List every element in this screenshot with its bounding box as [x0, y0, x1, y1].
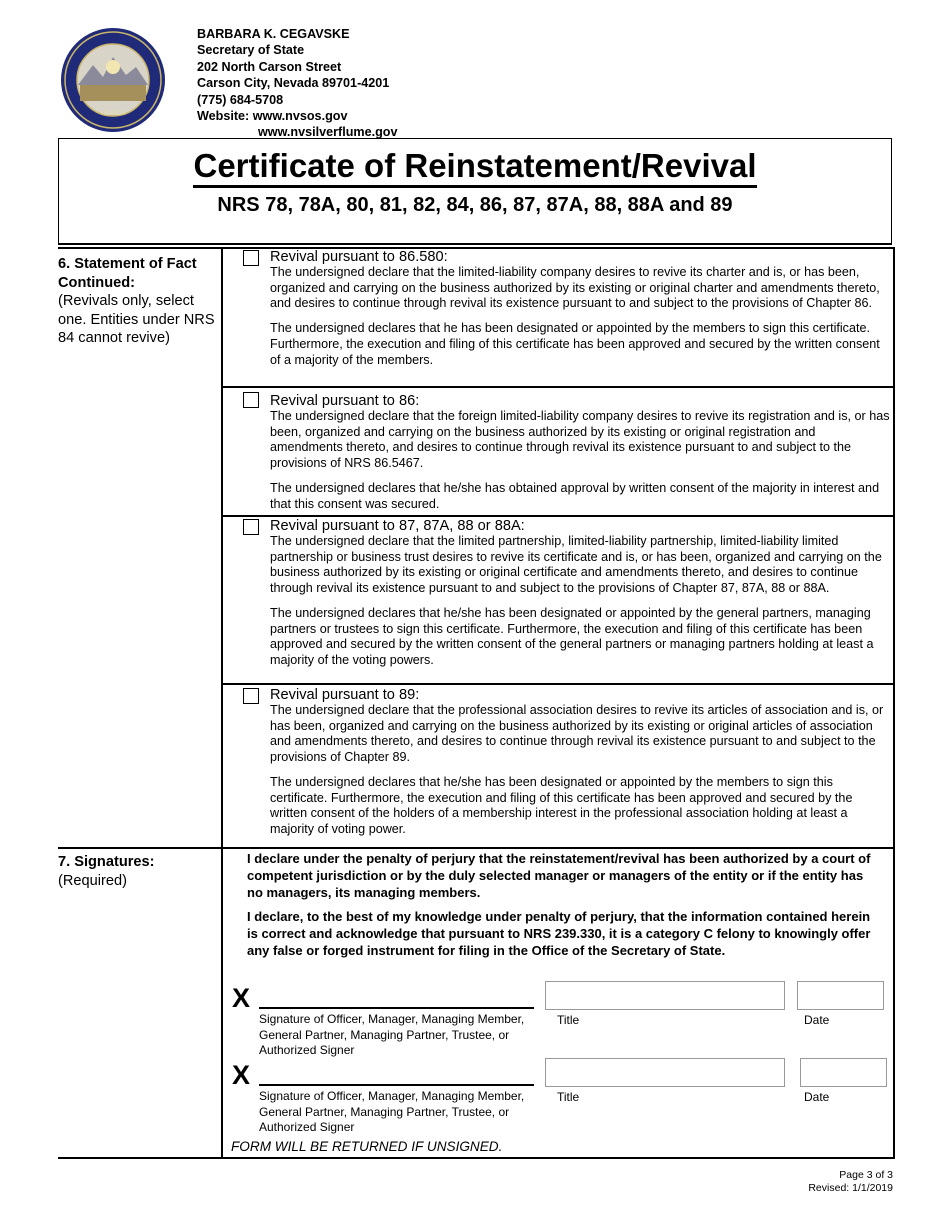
form-title-box: [58, 138, 892, 245]
title-label: Title: [557, 1013, 580, 1027]
signature-caption: Signature of Officer, Manager, Managing Member, General Partner, Managing Partner, Trustee, or Authorized Signer: [259, 1089, 525, 1135]
revival-89-option: [270, 688, 890, 838]
revival-89-checkbox[interactable]: [243, 688, 259, 704]
revival-86-580-checkbox[interactable]: [243, 250, 259, 266]
option-paragraph: The undersigned declare that the professional association desires to revive its articles of association and is, or has been, organized and carrying on the business authorized by its existing or original articles of association and amendments thereto, and desires to continue through revival its existence pursuant to and subject to the provisions of Chapter 89.: [270, 703, 884, 765]
option-paragraph: The undersigned declare that the limited-liability company desires to revive its charter and is, or has been, organized and carrying on the business authorized by its existing or original charter and amendments thereto, and desires to continue through revival its existence pursuant to and subject to the provisions of Chapter 86.: [270, 265, 880, 311]
option-divider-2: [221, 515, 894, 517]
title-field-2[interactable]: [545, 1058, 785, 1087]
revival-87-88-checkbox[interactable]: [243, 519, 259, 535]
option-paragraph: The undersigned declare that the foreign limited-liability company desires to revive its registration and is, or has been, organized and carrying on the business authorized by its existing or original registration and amendments thereto, and desires to continue through revival its existence pursuant to and subject to the provisions of NRS 86.5467.: [270, 409, 890, 471]
right-border: [893, 247, 895, 1159]
option-heading: Revival pursuant to 87, 87A, 88 or 88A:: [270, 518, 525, 534]
svg-text:NEVADA: NEVADA: [100, 111, 126, 117]
website-secondary: www.nvsilverflume.gov: [258, 125, 398, 140]
perjury-declaration-authorization: I declare under the penalty of perjury that the reinstatement/revival has been authorized by a court of competent jurisdiction or by the duly selected manager or managers of the entity or if the entity has no managers, its managing members.: [247, 851, 871, 900]
revival-86-checkbox[interactable]: [243, 392, 259, 408]
section6-note: (Revivals only, select one. Entities under NRS 84 cannot revive): [58, 293, 215, 347]
street-address: 202 North Carson Street: [197, 59, 342, 74]
title-label: Title: [557, 1090, 580, 1104]
date-field-1[interactable]: [797, 981, 884, 1010]
secretary-office: Secretary of State: [197, 43, 305, 58]
section7-top-border: [58, 847, 894, 849]
secretary-contact-block: [197, 26, 398, 141]
option-paragraph: The undersigned declare that the limited partnership, limited-liability partnership, limited-liability limited partnership or business trust desires to revive its certificate and is, or has been, organized and carrying on the business authorized by its existing or original certificate and amendments thereto, and desires to continue through revival its existence pursuant to and subject to the provisions of Chapter 87, 87A, 88 or 88A.: [270, 534, 882, 596]
option-heading: Revival pursuant to 86:: [270, 393, 420, 409]
unsigned-warning: FORM WILL BE RETURNED IF UNSIGNED.: [231, 1139, 503, 1154]
revival-87-88-option: [270, 519, 890, 669]
option-paragraph: The undersigned declares that he/she has obtained approval by written consent of the majority in interest and that this consent was secured.: [270, 480, 880, 511]
city-address: Carson City, Nevada 89701-4201: [197, 76, 390, 91]
option-heading: Revival pursuant to 89:: [270, 687, 420, 703]
date-label: Date: [804, 1090, 830, 1104]
title-field-1[interactable]: [545, 981, 785, 1010]
option-paragraph: The undersigned declares that he/she has been designated or appointed by the members to sign this certificate. Furthermore, the execution and filing of this certificate has been approved and secured by the written consent of the holders of a membership interest in the professional association holding at least a majority of voting power.: [270, 774, 853, 836]
page-number: Page 3 of 3: [839, 1169, 893, 1181]
signature-x-mark: X: [232, 983, 251, 1013]
revival-86-option: [270, 394, 890, 512]
option-paragraph: The undersigned declares that he/she has been designated or appointed by the general partners, managing partners or trustees to sign this certificate. Furthermore, the execution and filing of this certificate has been approved and secured by the written consent of the general partners or managing partners holding at least a majority of the voting powers.: [270, 605, 874, 667]
option-heading: Revival pursuant to 86.580:: [270, 249, 448, 265]
signature-caption: Signature of Officer, Manager, Managing Member, General Partner, Managing Partner, Trustee, or Authorized Signer: [259, 1012, 525, 1058]
option-divider-1: [221, 386, 894, 388]
date-field-2[interactable]: [800, 1058, 887, 1087]
section7-note: (Required): [58, 872, 127, 889]
page-footer: [808, 1169, 893, 1195]
revival-86-580-option: [270, 250, 890, 368]
section7-label: [58, 853, 218, 890]
date-label: Date: [804, 1013, 830, 1027]
website-primary: Website: www.nvsos.gov: [197, 109, 348, 124]
signature-x-mark: X: [232, 1060, 251, 1090]
section6-title: 6. Statement of Fact Continued:: [58, 256, 197, 291]
form-title: Certificate of Reinstatement/Revival: [193, 147, 756, 188]
column-divider: [221, 247, 223, 1159]
form-subtitle: NRS 78, 78A, 80, 81, 82, 84, 86, 87, 87A, 88, 88A and 89: [217, 194, 733, 216]
section6-top-border: [58, 247, 894, 249]
revision-date: Revised: 1/1/2019: [808, 1182, 893, 1194]
option-paragraph: The undersigned declares that he has been designated or appointed by the members to sign this certificate. Furthermore, the execution and filing of this certificate has been approved and secured by the written consent of a majority of the members.: [270, 321, 880, 367]
section7-title: 7. Signatures:: [58, 854, 155, 870]
option-divider-3: [221, 683, 894, 685]
nevada-state-seal: [58, 27, 168, 133]
secretary-name: BARBARA K. CEGAVSKE: [197, 27, 350, 41]
signature-line-2[interactable]: [259, 1084, 534, 1086]
section6-label: [58, 255, 218, 348]
phone-number: (775) 684-5708: [197, 92, 284, 107]
signature-line-1[interactable]: [259, 1007, 534, 1009]
bottom-border: [58, 1157, 894, 1159]
perjury-declaration-accuracy: I declare, to the best of my knowledge under penalty of perjury, that the information contained herein is correct and acknowledge that pursuant to NRS 239.330, it is a category C felony to knowingly offer any false or forged instrument for filing in the Office of the Secretary of State.: [247, 909, 871, 958]
